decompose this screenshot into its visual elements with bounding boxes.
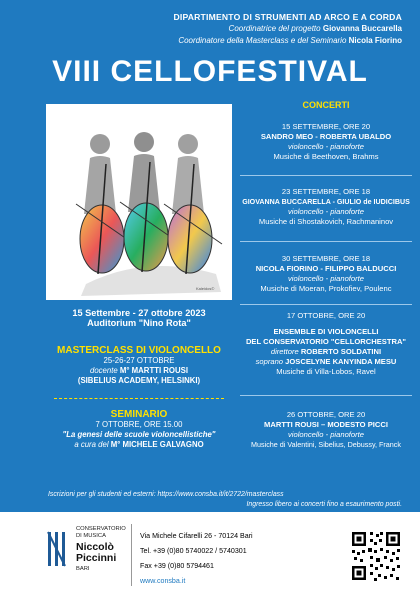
cello-figures-illustration [46,104,232,300]
role-label: direttore [270,347,299,356]
conservatory-logo [46,524,130,590]
entry-note: Ingresso libero ai concerti fino a esaurimento posti. [246,501,402,508]
coordinator-name: Nicola Fiorino [348,36,402,45]
event-date: 23 SETTEMBRE, ORE 18 [281,187,371,196]
coordinator-name: Giovanna Buccarella [322,24,402,33]
seminario-speaker [46,440,232,450]
festival-title: VIII CELLOFESTIVAL [52,55,368,88]
logo-city: BARI [76,566,90,572]
artwork-signature: Kaleidos© [196,286,215,291]
phone: Tel. +39 (0)80 5740022 / 5740301 [140,547,247,555]
event-instruments: violoncello - pianoforte [288,274,364,283]
seminario-date: 7 OTTOBRE, ORE 15.00 [95,420,183,429]
masterclass-teacher [46,366,232,376]
event-music: Musiche di Villa-Lobos, Ravel [276,367,376,376]
seminario-block [46,410,232,450]
registration-note: Iscrizioni per gli studenti ed esterni: https://www.consba.it/it/2722/masterclass [48,491,284,498]
header-block [173,11,402,47]
coordinator-label: Coordinatrice del progetto [228,24,321,33]
concert-event-3 [238,254,414,294]
person-name: ROBERTO SOLDATINI [300,347,382,356]
logo-name-line: Niccolò [76,541,114,553]
logo-name-line: Piccinni [76,552,117,564]
address: Via Michele Cifarelli 26 - 70124 Bari [140,532,253,540]
masterclass-heading: MASTERCLASS DI VIOLONCELLO [57,345,221,356]
logo-text-line: DI MUSICA [76,533,106,539]
website-link[interactable]: www.consba.it [140,577,186,585]
event-performers: MARTTI ROUSI – MODESTO PICCI [264,420,388,429]
divider [240,304,412,305]
logo-mark-icon [46,530,72,568]
event-director [238,347,414,357]
role-label: docente [89,366,118,375]
divider [240,175,412,176]
festival-info [46,308,232,328]
event-performers: DEL CONSERVATORIO "CELLORCHESTRA" [245,337,407,346]
seminario-topic: "La genesi delle scuole violoncellistiche" [62,430,216,439]
event-date: 17 OTTOBRE, ORE 20 [286,311,366,320]
masterclass-coordinator-line [173,35,402,47]
person-name: JOSCELYNE KANYINDA MESU [285,357,397,366]
concert-event-1 [238,122,414,162]
event-date: 26 OTTOBRE, ORE 20 [286,410,366,419]
divider [240,395,412,396]
concerti-heading [238,100,414,111]
event-performers: GIOVANNA BUCCARELLA - GIULIO de IUDICIBUS [242,198,410,206]
event-performers: ENSEMBLE DI VIOLONCELLI [273,327,379,336]
masterclass-affiliation: (SIBELIUS ACADEMY, HELSINKI) [77,376,201,385]
masterclass-block [46,346,232,386]
masterclass-dates: 25-26-27 OTTOBRE [103,356,175,365]
concert-event-5 [238,410,414,450]
person-name: M° MICHELE GALVAGNO [110,440,204,449]
event-date: 30 SETTEMBRE, ORE 18 [281,254,371,263]
event-performers: SANDRO MEO - ROBERTA UBALDO [260,132,392,141]
concert-event-2 [238,187,414,227]
section-heading: CONCERTI [302,100,350,110]
project-coordinator-line [173,23,402,35]
fax: Fax +39 (0)80 5794461 [140,562,214,570]
event-music: Musiche di Beethoven, Brahms [273,152,379,161]
festival-dates: 15 Settembre - 27 ottobre 2023 [72,308,206,318]
role-label: a cura del [74,440,109,449]
role-label: soprano [255,357,284,366]
divider [240,241,412,242]
footer-divider [131,524,132,586]
event-music: Musiche di Moeran, Prokofiev, Poulenc [260,284,392,293]
person-name: M° MARTTI ROUSI [119,366,188,375]
concert-event-4 [238,311,414,377]
dashed-divider [54,398,224,399]
event-date: 15 SETTEMBRE, ORE 20 [281,122,371,131]
event-instruments: violoncello - pianoforte [288,430,364,439]
festival-venue: Auditorium "Nino Rota" [87,318,191,328]
event-performers: NICOLA FIORINO - FILIPPO BALDUCCI [255,264,397,273]
cello-artwork [46,104,232,300]
event-instruments: violoncello - pianoforte [288,142,364,151]
event-soloist [238,357,414,367]
event-music: Musiche di Valentini, Sibelius, Debussy, Franck [251,440,401,449]
coordinator-label: Coordinatore della Masterclass e del Seminario [178,36,347,45]
seminario-heading: SEMINARIO [110,409,168,420]
department-line: DIPARTIMENTO DI STRUMENTI AD ARCO E A CORDA [173,12,402,22]
logo-text-line: CONSERVATORIO [76,526,126,532]
qr-code-icon[interactable] [350,530,402,582]
event-music: Musiche di Shostakovich, Rachmaninov [258,217,394,226]
event-instruments: violoncello - pianoforte [288,207,364,216]
